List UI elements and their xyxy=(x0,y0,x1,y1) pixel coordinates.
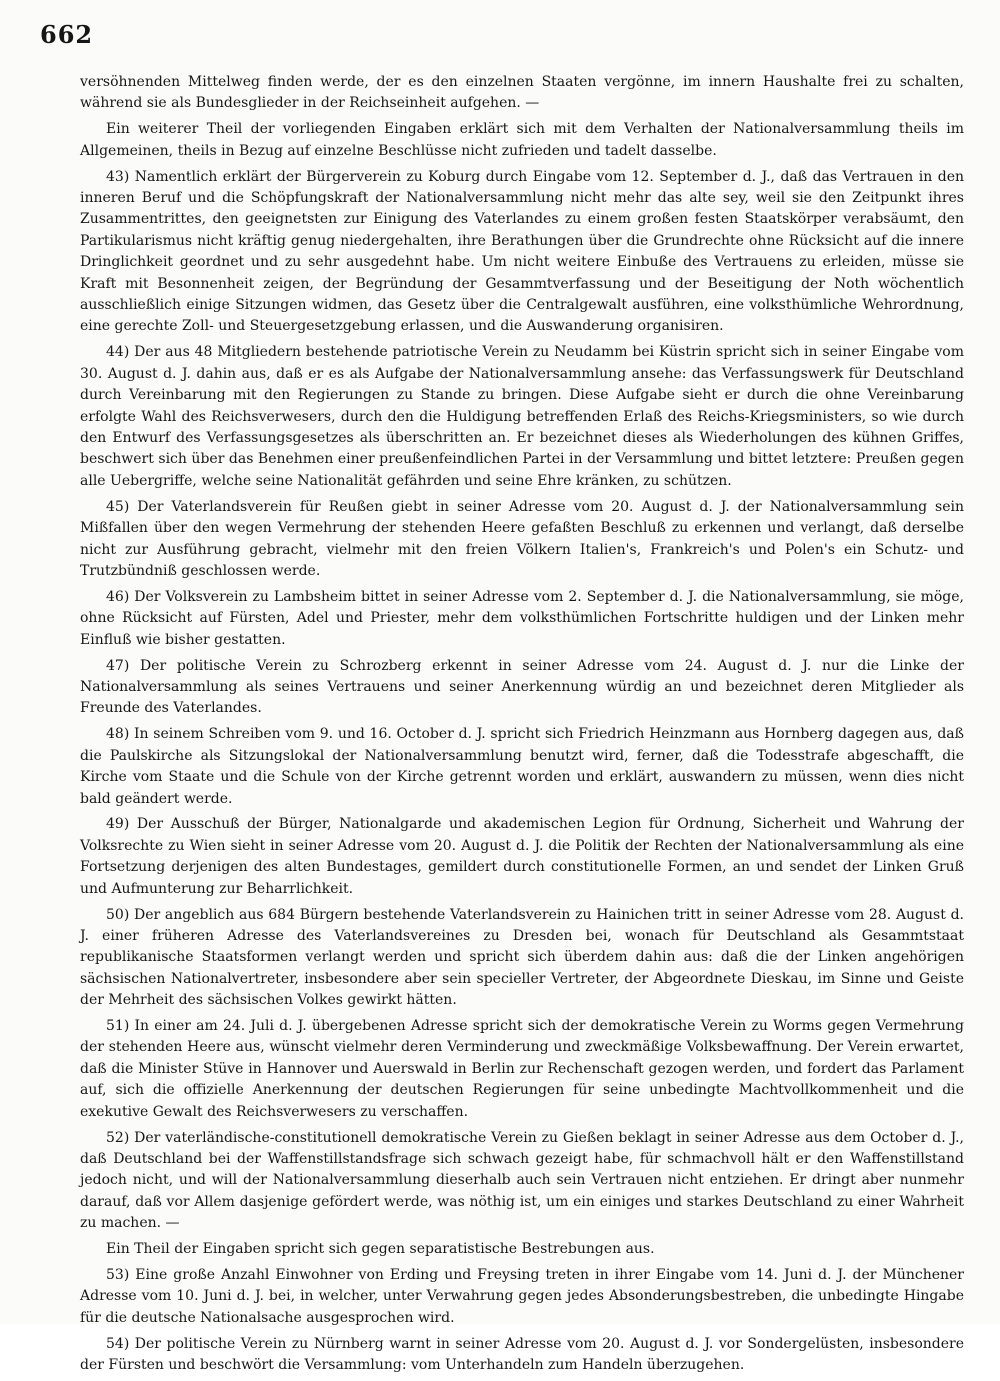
paragraph-43: 43) Namentlich erklärt der Bürgerverein zu Koburg durch Eingabe vom 12. September d. J., daß das Vertrauen in den inneren Beruf und die Schöpfungskraft der Nationalversammlung nicht mehr das alte sey, weil sie den Zeitpunkt ihres Zusammentrittes, den geeignetsten zur Einigung des Vaterlandes zu einem großen festen Staatskörper verabsäumt, den Partikularismus nicht kräftig genug niedergehalten, ihre Berathungen über die Grundrechte ohne Rücksicht auf die innere Dringlichkeit geordnet und zu sehr ausgedehnt habe. Um nicht weitere Einbuße des Vertrauens zu erleiden, müsse sie Kraft mit Besonnenheit zeigen, der Begründung der Gesammtverfassung und der Beseitigung der Noth wöchentlich ausschließlich einige Sitzungen widmen, das Gesetz über die Centralgewalt ausführen, eine volksthümliche Wehrordnung, eine gerechte Zoll- und Steuergesetzgebung erlassen, und die Auswanderung organisiren. xyxy=(80,168,964,335)
paragraph-separatism-intro: Ein Theil der Eingaben spricht sich gegen separatistische Bestrebungen aus. xyxy=(106,1241,655,1258)
paragraph-48: 48) In seinem Schreiben vom 9. und 16. October d. J. spricht sich Friedrich Heinzmann aus Hornberg dagegen aus, daß die Paulskirche als Sitzungslokal der Nationalversammlung benutzt wird, ferner, daß die Todesstrafe abgeschafft, die Kirche vom Staate und die Schule von der Kirche getrennt worden und erklärt, auswandern zu müssen, wenn dies nicht bald geändert werde. xyxy=(80,726,964,807)
paragraph-46: 46) Der Volksverein zu Lambsheim bittet in seiner Adresse vom 2. September d. J. die Nationalversammlung, sie möge, ohne Rücksicht auf Fürsten, Adel und Priester, mehr dem volksthümlichen Fortschritte huldigen und der Linken mehr Einfluß wie bisher gestatten. xyxy=(80,588,964,648)
paragraph-50: 50) Der angeblich aus 684 Bürgern bestehende Vaterlandsverein zu Hainichen tritt in seiner Adresse vom 28. August d. J. einer früheren Adresse des Vaterlandsvereines zu Dresden bei, wonach für Deutschland als Gesammtstaat republikanische Staatsformen verlangt werden und spricht sich überdem dahin aus: daß die der Linken angehörigen sächsischen Nationalvertreter, insbesondere aber sein specieller Vertreter, der Abgeordnete Dieskau, im Sinne und Geiste der Mehrheit des sächsischen Volkes gewirkt hätten. xyxy=(80,906,964,1009)
paragraph-45: 45) Der Vaterlandsverein für Reußen giebt in seiner Adresse vom 20. August d. J. der Nationalversammlung sein Mißfallen über den wegen Vermehrung der stehenden Heere gefaßten Beschluß zu erkennen und verlangt, daß derselbe nicht zur Ausführung gebracht, vielmehr mit den freien Völkern Italien's, Frankreich's und Polen's ein Schutz- und Trutzbündniß geschlossen werde. xyxy=(80,498,964,579)
paragraph-47: 47) Der politische Verein zu Schrozberg erkennt in seiner Adresse vom 24. August d. J. nur die Linke der Nationalversammlung als seines Vertrauens und seiner Anerkennung würdig an und bezeichnet deren Mitglieder als Freunde des Vaterlandes. xyxy=(80,657,964,717)
page-number: 662 xyxy=(40,20,94,49)
paragraph-54: 54) Der politische Verein zu Nürnberg warnt in seiner Adresse vom 20. August d. J. vor Sondergelüsten, insbesondere der Fürsten und beschwört die Versammlung: vom Unterhandeln zum Handeln überzugehen. xyxy=(80,1335,964,1374)
paragraph-44: 44) Der aus 48 Mitgliedern bestehende patriotische Verein zu Neudamm bei Küstrin spricht sich in seiner Eingabe vom 30. August d. J. dahin aus, daß er es als Aufgabe der Nationalversammlung ansehe: das Verfassungswerk für Deutschland durch Vereinbarung mit den Regierungen zu Stande zu bringen. Diese Aufgabe sieht er durch die ohne Vereinbarung erfolgte Wahl des Reichsverwesers, durch den die Huldigung betreffenden Erlaß des Reichs-Kriegsministers, so wie durch den Entwurf des Verfassungsgesetzes als überschritten an. Er bezeichnet dieses als Wiederholungen des kühnen Griffes, beschwert sich über das Benehmen einer preußenfeindlichen Partei in der Versammlung und bittet letztere: Preußen gegen alle Uebergriffe, welche seine Nationalität gefährden und seine Ehre kränken, zu schützen. xyxy=(80,344,964,489)
paragraph-49: 49) Der Ausschuß der Bürger, Nationalgarde und akademischen Legion für Ordnung, Sicherheit und Wahrung der Volksrechte zu Wien sieht in seiner Adresse vom 20. August d. J. die Politik der Rechten der Nationalversammlung als eine Fortsetzung derjenigen des alten Bundestages, gemildert durch constitutionelle Formen, an und sendet der Linken Gruß und Aufmunterung zur Beharrlichkeit. xyxy=(80,816,964,897)
paragraph-53: 53) Eine große Anzahl Einwohner von Erding und Freysing treten in ihrer Eingabe vom 14. Juni d. J. der Münchener Adresse vom 10. Juni d. J. bei, in welcher, unter Verwahrung gegen jedes Absonderungsbestreben, die unbedingte Hingabe für die deutsche Nationalsache ausgesprochen wird. xyxy=(80,1267,964,1326)
paragraph-52: 52) Der vaterländische-constitutionell demokratische Verein zu Gießen beklagt in seiner Adresse aus dem October d. J., daß Deutschland bei der Waffenstillstandsfrage sich schwach gezeigt habe, für schmachvoll hält er den Waffenstillstand jedoch nicht, und will der Nationalversammlung dieserhalb auch sein Vertrauen nicht entziehen. Er dringt aber nunmehr darauf, daß vor Allem dasjenige gefördert werde, was nöthig ist, um ein einiges und starkes Deutschland zu einer Wahrheit zu machen. — xyxy=(80,1129,964,1232)
paragraph-continuation: versöhnenden Mittelweg finden werde, der es den einzelnen Staaten vergönne, im innern Haushalte frei zu schalten, während sie als Bundesglieder in der Reichseinheit aufgehen. — xyxy=(80,74,964,112)
paragraph-intro-dissatisfaction: Ein weiterer Theil der vorliegenden Eingaben erklärt sich mit dem Verhalten der Nationalversammlung theils im Allgemeinen, theils in Bezug auf einzelne Beschlüsse nicht zufrieden und tadelt dasselbe. xyxy=(80,121,964,159)
body-text xyxy=(80,72,964,1381)
paragraph-51: 51) In einer am 24. Juli d. J. übergebenen Adresse spricht sich der demokratische Verein zu Worms gegen Vermehrung der stehenden Heere aus, wünscht vielmehr deren Verminderung und zweckmäßige Volksbewaffnung. Der Verein erwartet, daß die Minister Stüve in Hannover und Auerswald in Berlin zur Rechenschaft gezogen werden, und fordert das Parlament auf, sich die offizielle Anerkennung der deutschen Regierungen für seine unbedingte Machtvollkommenheit und die exekutive Gewalt des Reichsverwesers zu verschaffen. xyxy=(80,1018,964,1120)
